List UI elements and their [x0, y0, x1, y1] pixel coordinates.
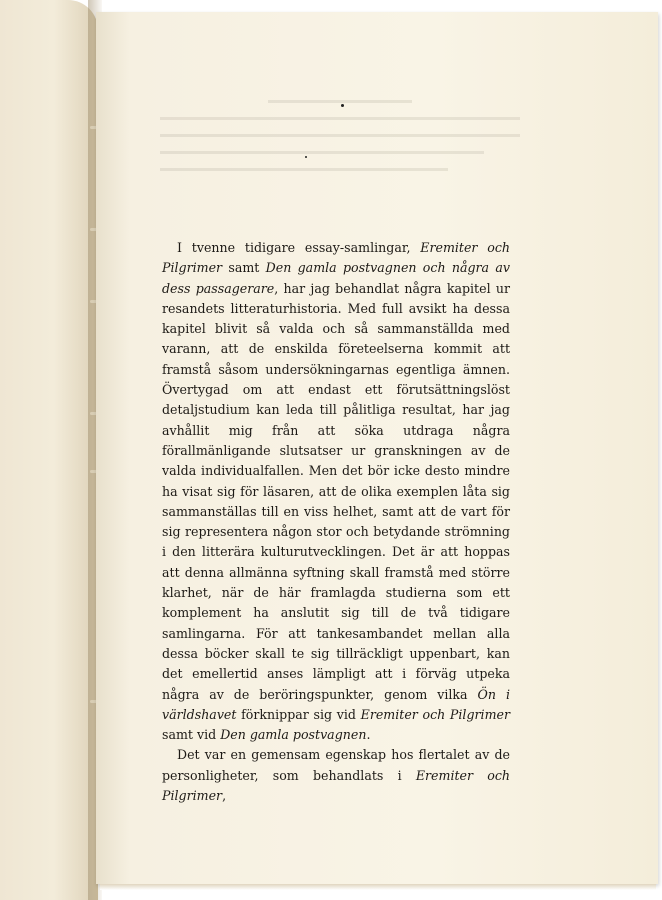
left-page [0, 0, 98, 900]
italic-title: Eremiter och Pilgrimer [162, 767, 510, 804]
paragraph [162, 238, 510, 745]
show-through-text [160, 100, 520, 220]
text-run: . [366, 727, 371, 743]
ink-speck [341, 104, 344, 107]
text-run: I tvenne tidigare essay-samlingar, [177, 240, 421, 255]
text-run: Det var en gemensam egenskap hos flertalet av de personligheter, som behandlats i [162, 747, 510, 783]
ink-speck [305, 156, 307, 158]
text-run: förknippar sig vid [236, 706, 361, 722]
italic-title: Ön i världshavet [162, 686, 510, 722]
italic-title: Eremiter och Pilgrimer [360, 706, 510, 722]
page-edge [100, 884, 656, 890]
paragraph [162, 745, 510, 806]
text-run: samt vid [162, 727, 221, 743]
italic-title: Den gamla postvagnen och några av dess passagerare [162, 260, 510, 296]
body-text [162, 238, 510, 806]
italic-title: Den gamla postvagnen [220, 727, 367, 743]
text-run: samt [222, 260, 266, 276]
italic-title: Eremiter och Pilgrimer [162, 240, 511, 276]
text-run: , har jag behandlat några kapitel ur resandets litteraturhistoria. Med full avsikt ha dessa kapitel blivit så valda och så sammanställda med varann, att de enskilda företeelserna kommit att framstå såsom undersökningarnas egentliga ämnen. Övertygad om att endast ett förutsättningslöst detaljstudium kan leda till pålitliga resultat, har jag avhållit mig från att söka utdraga några förallmänligande slutsatser ur granskningen av de valda individualfallen. Men det bör icke desto mindre ha visat sig för läsaren, att de olika exemplen låta sig sammanställas till en viss helhet, samt att de vart för sig representera någon stor och betydande strömning i den litterära kulturutvecklingen. Det är att hoppas att denna allmänna syftning skall framstå med större klarhet, när de här framlagda studierna som ett komplement ha anslutit sig till de två tidigare samlingarna. För att tankesambandet mellan alla dessa böcker skall te sig tillräckligt uppenbart, kan det emellertid anses lämpligt att i förväg utpeka några av de beröringspunkter, genom vilka [162, 280, 510, 702]
text-run: , [222, 788, 227, 804]
